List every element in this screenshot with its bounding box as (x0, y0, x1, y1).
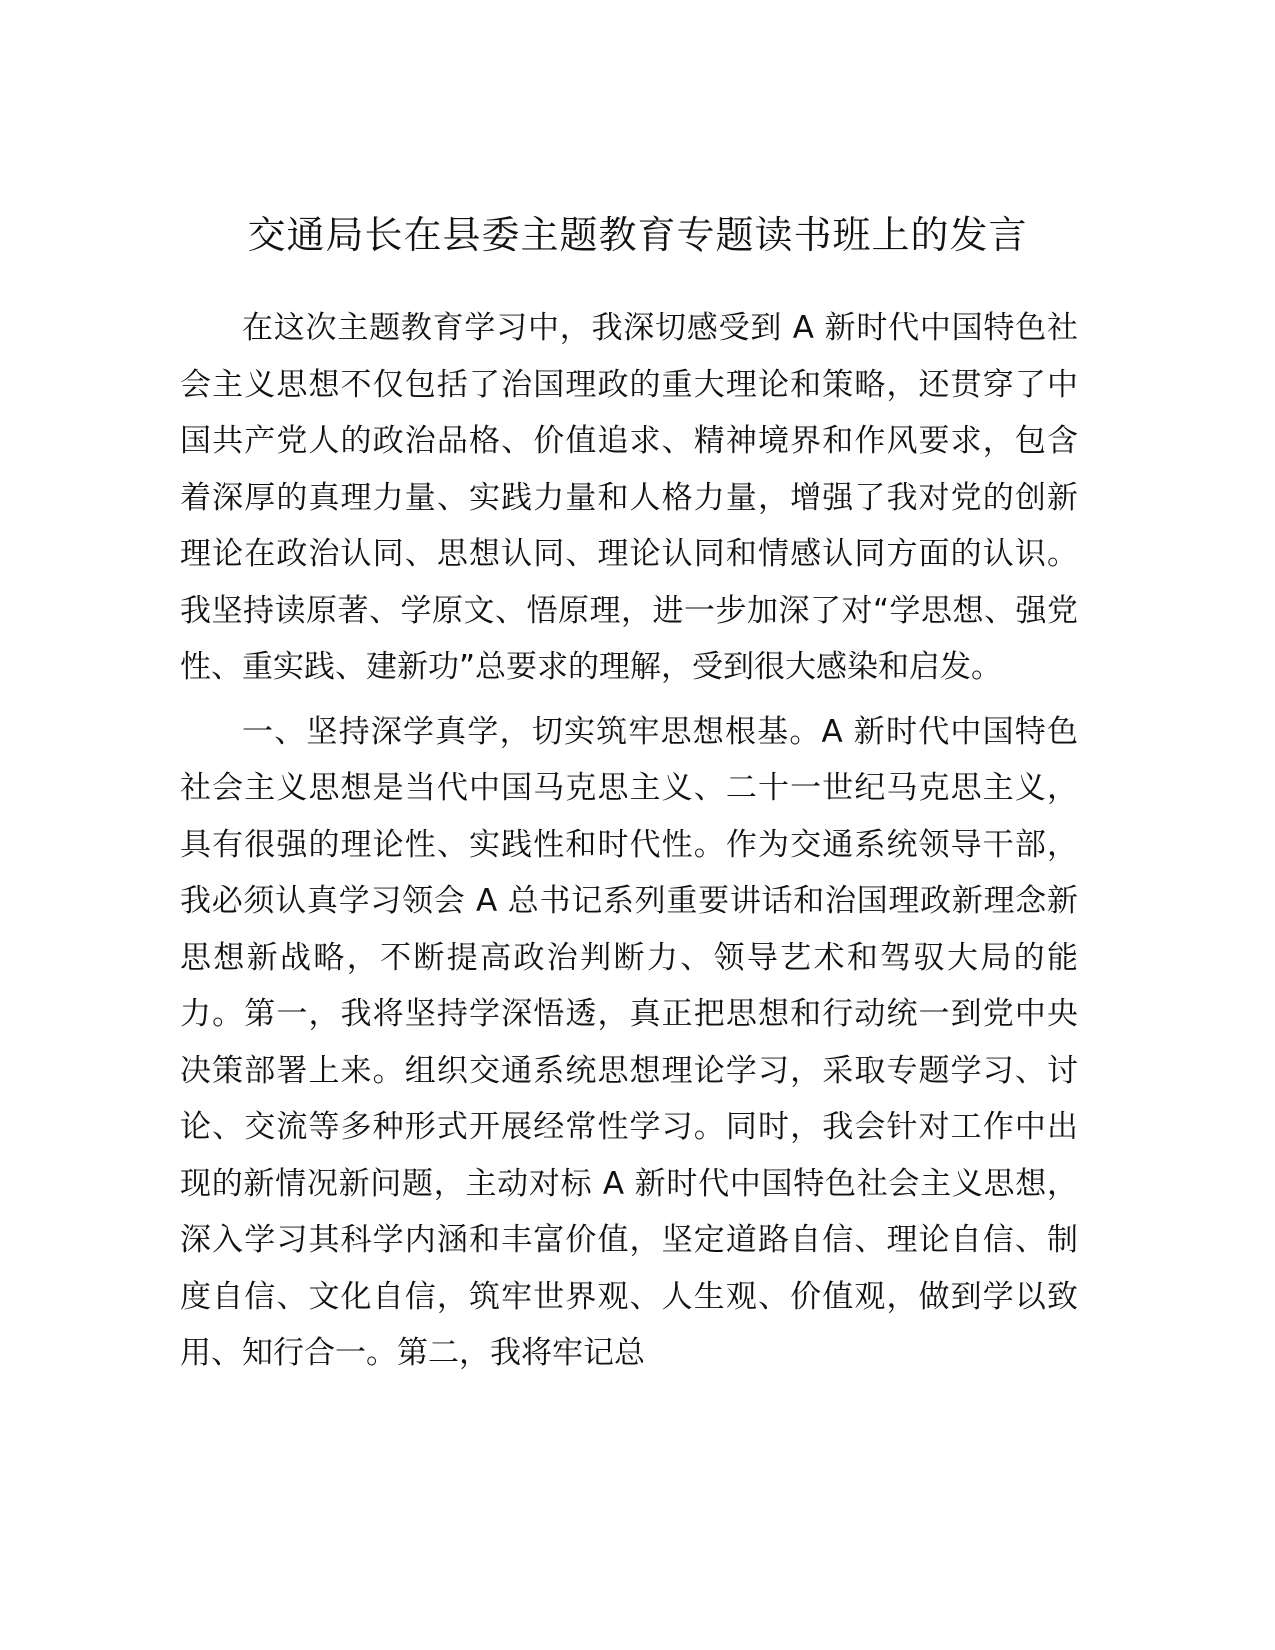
paragraph-intro: 在这次主题教育学习中，我深切感受到 A 新时代中国特色社会主义思想不仅包括了治国理政的重大理论和策略，还贯穿了中国共产党人的政治品格、价值追求、精神境界和作风要求，包含着深厚的真理力量、实践力量和人格力量，增强了我对党的创新理论在政治认同、思想认同、理论认同和情感认同方面的认识。我坚持读原著、学原文、悟原理，进一步加深了对“学思想、强党性、重实践、建新功”总要求的理解，受到很大感染和启发。 (180, 310, 1078, 685)
document-title: 交通局长在县委主题教育专题读书班上的发言 (247, 213, 1028, 257)
document-body (180, 300, 1078, 1390)
paragraph-section-one: 一、坚持深学真学，切实筑牢思想根基。A 新时代中国特色社会主义思想是当代中国马克思主义、二十一世纪马克思主义，具有很强的理论性、实践性和时代性。作为交通系统领导干部，我必须认真学习领会 A 总书记系列重要讲话和治国理政新理念新思想新战略，不断提高政治判断力、领导艺术和驾驭大局的能力。第一，我将坚持学深悟透，真正把思想和行动统一到党中央决策部署上来。组织交通系统思想理论学习，采取专题学习、讨论、交流等多种形式开展经常性学习。同时，我会针对工作中出现的新情况新问题，主动对标 A 新时代中国特色社会主义思想，深入学习其科学内涵和丰富价值，坚定道路自信、理论自信、制度自信、文化自信，筑牢世界观、人生观、价值观，做到学以致用、知行合一。第二，我将牢记总 (180, 713, 1078, 1371)
